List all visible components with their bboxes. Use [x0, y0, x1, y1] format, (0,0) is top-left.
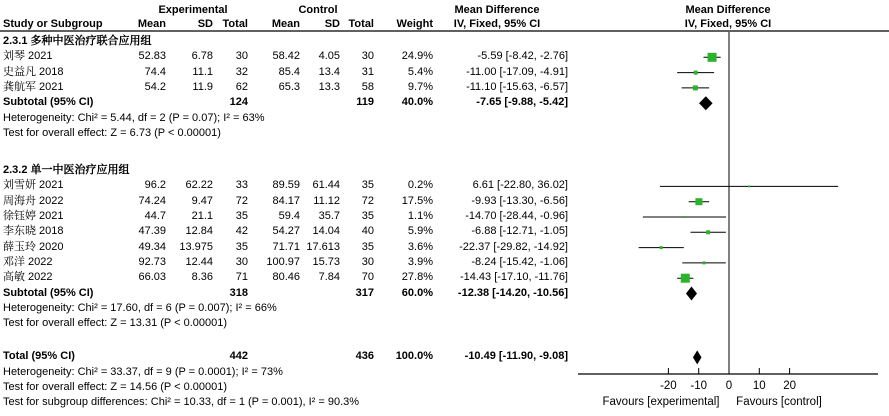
cell-total_e: 442	[229, 350, 248, 363]
cell-mean_e: 44.7	[144, 210, 166, 222]
cell-weight: 3.6%	[407, 240, 433, 253]
cell-md_label: -10.49 [-11.90, -9.08]	[464, 350, 568, 363]
pooled-label: Subtotal (95% CI)	[3, 286, 94, 299]
cell-total_c: 35	[361, 179, 374, 192]
cell-total_c: 72	[361, 194, 374, 207]
cell-weight: 5.9%	[407, 225, 433, 238]
cell-weight: 3.9%	[407, 255, 433, 268]
study-label: 刘雪妍 2021	[3, 179, 64, 192]
cell-total_e: 30	[235, 255, 248, 268]
total-diamond	[693, 350, 702, 364]
effect-square	[694, 71, 698, 75]
cell-sd_c: 15.73	[312, 255, 340, 268]
cell-mean_e: 92.73	[138, 255, 166, 268]
cell-sd_e: 6.78	[191, 50, 213, 63]
cell-mean_c: 84.17	[272, 194, 300, 207]
study-label: 史益凡 2018	[3, 65, 64, 78]
cell-total_e: 124	[229, 96, 248, 109]
tick-label: 0	[725, 380, 733, 392]
study-label: 刘琴 2021	[3, 50, 53, 63]
effect-square	[708, 53, 717, 62]
cell-total_e: 318	[229, 286, 248, 299]
heterogeneity-text: Heterogeneity: Chi² = 5.44, df = 2 (P = 0.07); I² = 63%	[3, 111, 265, 124]
header-total-control: Total	[348, 18, 374, 30]
overall-effect-text: Test for overall effect: Z = 6.73 (P < 0.00001)	[3, 126, 221, 139]
cell-mean_c: 58.42	[272, 50, 300, 63]
header-mean-experimental: Mean	[137, 18, 166, 30]
cell-mean_c: 71.71	[272, 240, 300, 253]
overall-effect-text: Test for overall effect: Z = 14.56 (P < 0.00001)	[3, 381, 228, 393]
cell-total_e: 42	[235, 225, 248, 238]
cell-total_c: 30	[361, 255, 374, 268]
cell-weight: 1.1%	[407, 210, 433, 222]
cell-sd_e: 11.9	[192, 80, 213, 93]
cell-sd_c: 4.05	[318, 50, 340, 63]
cell-md_label: -12.38 [-14.20, -10.56]	[457, 286, 568, 299]
cell-weight: 40.0%	[401, 96, 433, 109]
cell-md_label: -9.93 [-13.30, -6.56]	[471, 194, 568, 207]
cell-md_label: -11.10 [-15.63, -6.57]	[466, 80, 568, 93]
effect-square	[681, 274, 690, 283]
cell-sd_c: 7.84	[318, 271, 340, 284]
overall-effect-text: Test for overall effect: Z = 13.31 (P < 0.00001)	[3, 317, 228, 330]
cell-total_e: 35	[235, 210, 248, 222]
cell-sd_c: 17.613	[306, 240, 340, 253]
study-label: 周海舟 2022	[3, 194, 64, 207]
study-label: 薛玉玲 2020	[3, 240, 64, 253]
favours-experimental-label: Favours [experimental]	[602, 396, 720, 408]
cell-md_label: 6.61 [-22.80, 36.02]	[472, 179, 568, 192]
effect-square	[695, 198, 702, 205]
header-mean-difference-text: Mean Difference	[454, 4, 540, 16]
heterogeneity-text: Heterogeneity: Chi² = 33.37, df = 9 (P = 0.0001); I² = 73%	[3, 365, 283, 378]
cell-total_e: 35	[235, 240, 248, 253]
cell-md_label: -11.00 [-17.09, -4.91]	[466, 65, 568, 78]
study-label: 龚航军 2021	[3, 80, 64, 93]
cell-mean_e: 52.83	[138, 50, 166, 63]
effect-square	[706, 230, 710, 234]
cell-sd_e: 8.36	[191, 271, 213, 284]
tick-label: 20	[783, 380, 796, 392]
header-study-or-subgroup: Study or Subgroup	[3, 18, 103, 30]
cell-total_e: 62	[235, 80, 248, 93]
cell-mean_e: 47.39	[138, 225, 166, 238]
cell-sd_e: 11.1	[192, 65, 213, 78]
cell-mean_c: 54.27	[272, 225, 300, 238]
cell-sd_c: 61.44	[312, 179, 340, 192]
effect-square	[748, 185, 750, 187]
cell-mean_e: 49.34	[138, 240, 166, 253]
cell-total_c: 436	[355, 350, 374, 363]
cell-total_c: 35	[361, 210, 374, 222]
subgroup-label: 2.3.2 单一中医治疗应用组	[3, 164, 130, 177]
cell-weight: 27.8%	[401, 271, 433, 284]
cell-mean_c: 100.97	[266, 255, 300, 268]
cell-md_label: -14.43 [-17.10, -11.76]	[459, 271, 568, 284]
pooled-label: Total (95% CI)	[3, 350, 75, 363]
cell-sd_c: 13.3	[318, 80, 340, 93]
heterogeneity-text: Heterogeneity: Chi² = 17.60, df = 6 (P = 0.007); I² = 66%	[3, 301, 277, 314]
cell-sd_c: 13.4	[318, 65, 340, 78]
tick-label: -10	[690, 380, 708, 392]
cell-md_label: -7.65 [-9.88, -5.42]	[476, 96, 568, 109]
cell-total_c: 317	[355, 286, 374, 299]
study-label: 李东晓 2018	[3, 225, 64, 238]
cell-total_e: 71	[235, 271, 248, 284]
subtotal-diamond	[686, 287, 697, 301]
pooled-label: Subtotal (95% CI)	[3, 96, 94, 109]
cell-sd_c: 11.12	[313, 194, 340, 207]
cell-sd_e: 13.975	[179, 240, 213, 253]
header-mean-difference-plot: Mean Difference	[685, 4, 771, 16]
study-label: 高敏 2022	[3, 271, 53, 284]
cell-mean_c: 65.3	[278, 80, 300, 93]
header-total-experimental: Total	[222, 18, 248, 30]
subgroup-differences-text: Test for subgroup differences: Chi² = 10.33, df = 1 (P = 0.001), I² = 90.3%	[3, 396, 360, 409]
cell-weight: 24.9%	[401, 50, 433, 63]
cell-mean_e: 96.2	[144, 179, 166, 192]
effect-square	[660, 246, 663, 249]
cell-total_c: 40	[361, 225, 374, 238]
cell-total_c: 119	[356, 96, 374, 109]
favours-control-label: Favours [control]	[736, 396, 822, 408]
cell-total_e: 30	[235, 50, 248, 63]
cell-md_label: -8.24 [-15.42, -1.06]	[471, 255, 568, 268]
cell-total_c: 31	[361, 65, 374, 78]
cell-weight: 17.5%	[401, 194, 433, 207]
cell-sd_c: 35.7	[318, 210, 340, 222]
cell-total_c: 30	[361, 50, 374, 63]
cell-mean_e: 54.2	[144, 80, 166, 93]
cell-mean_c: 89.59	[272, 179, 300, 192]
cell-total_e: 33	[235, 179, 248, 192]
study-label: 徐钰婷 2021	[3, 210, 64, 222]
cell-total_c: 35	[361, 240, 374, 253]
effect-square	[693, 85, 698, 90]
header-weight: Weight	[396, 18, 433, 30]
header-sd-control: SD	[324, 18, 340, 30]
header-iv-fixed-plot: IV, Fixed, 95% CI	[684, 18, 772, 30]
cell-weight: 0.2%	[407, 179, 433, 192]
cell-weight: 100.0%	[395, 350, 433, 363]
cell-total_e: 32	[235, 65, 248, 78]
subtotal-diamond	[699, 96, 713, 110]
cell-total_c: 58	[361, 80, 374, 93]
cell-sd_e: 12.84	[185, 225, 213, 238]
tick-label: -20	[660, 380, 677, 392]
header-iv-fixed-text: IV, Fixed, 95% CI	[453, 18, 541, 30]
cell-md_label: -22.37 [-29.82, -14.92]	[459, 240, 568, 253]
header-sd-experimental: SD	[197, 18, 213, 30]
cell-weight: 9.7%	[407, 80, 433, 93]
cell-mean_e: 74.24	[138, 194, 166, 207]
cell-total_e: 72	[235, 194, 248, 207]
cell-weight: 60.0%	[401, 286, 433, 299]
tick-label: 10	[752, 380, 766, 392]
cell-total_c: 70	[361, 271, 374, 284]
cell-sd_e: 21.1	[191, 210, 213, 222]
cell-mean_c: 85.4	[278, 65, 300, 78]
cell-md_label: -5.59 [-8.42, -2.76]	[477, 50, 568, 63]
effect-square	[683, 216, 685, 218]
cell-md_label: -14.70 [-28.44, -0.96]	[465, 210, 568, 222]
header-mean-control: Mean	[271, 18, 300, 30]
cell-mean_c: 80.46	[272, 271, 300, 284]
cell-sd_e: 12.44	[185, 255, 213, 268]
subgroup-label: 2.3.1 多种中医治疗联合应用组	[3, 35, 152, 47]
cell-sd_e: 9.47	[191, 194, 213, 207]
header-experimental: Experimental	[158, 4, 228, 16]
cell-mean_e: 66.03	[138, 271, 166, 284]
effect-square	[703, 261, 706, 264]
cell-mean_c: 59.4	[278, 210, 300, 222]
cell-md_label: -6.88 [-12.71, -1.05]	[471, 225, 568, 238]
cell-weight: 5.4%	[407, 65, 433, 78]
cell-sd_c: 14.04	[312, 225, 340, 238]
header-control: Control	[298, 4, 338, 16]
cell-sd_e: 62.22	[185, 179, 213, 192]
cell-mean_e: 74.4	[144, 65, 166, 78]
study-label: 邓洋 2022	[3, 255, 53, 268]
